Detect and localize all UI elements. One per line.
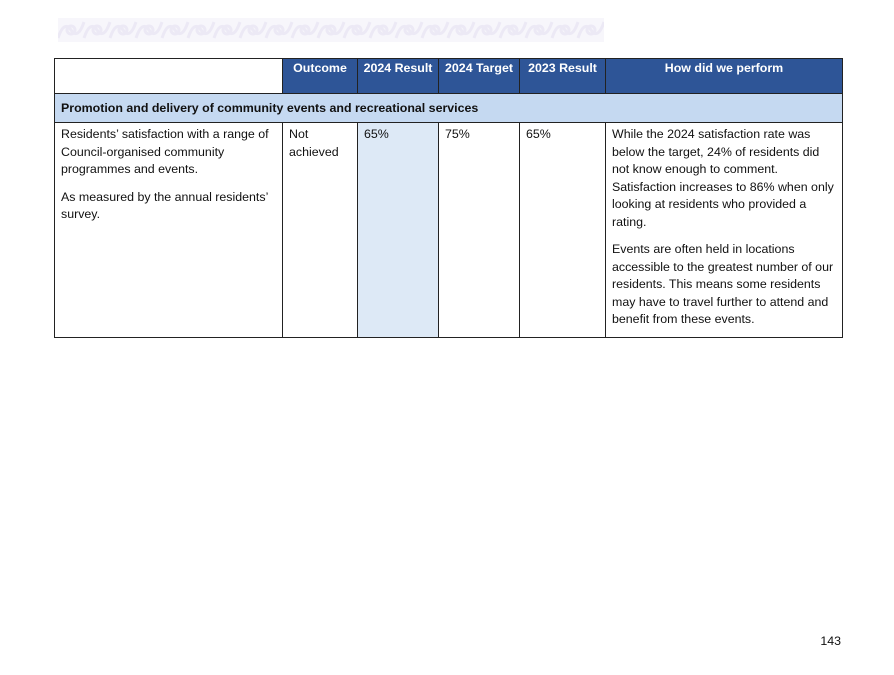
- koru-pattern-icon: [58, 18, 604, 42]
- table-row: [55, 123, 843, 338]
- decorative-banner: [58, 18, 604, 42]
- performance-paragraph-2: Events are often held in locations accessible to the greatest number of our residents. This means some residents may have to travel further to attend and benefit from these events.: [612, 242, 834, 326]
- header-2023-result: 2023 Result: [520, 59, 606, 94]
- result-2023-cell: 65%: [520, 123, 606, 338]
- measure-source: As measured by the annual residents’ survey.: [61, 189, 268, 221]
- performance-table: [54, 58, 843, 338]
- outcome-cell: Not achieved: [283, 123, 358, 338]
- table-header-row: [55, 59, 843, 94]
- performance-paragraph-1: While the 2024 satisfaction rate was below the target, 24% of residents did not know enough to comment. Satisfaction increases to 86% when only looking at residents who provided a rating.: [612, 127, 834, 229]
- section-row: [55, 94, 843, 123]
- measure-cell: [55, 123, 283, 338]
- header-2024-target: 2024 Target: [439, 59, 520, 94]
- header-performance: How did we perform: [606, 59, 843, 94]
- performance-cell: [606, 123, 843, 338]
- result-2024-cell: 65%: [358, 123, 439, 338]
- target-2024-cell: 75%: [439, 123, 520, 338]
- header-2024-result: 2024 Result: [358, 59, 439, 94]
- section-title: Promotion and delivery of community events and recreational services: [55, 94, 843, 123]
- page-number: 143: [820, 634, 841, 648]
- header-measure: [55, 59, 283, 94]
- measure-description: Residents’ satisfaction with a range of Council-organised community programmes and events.: [61, 127, 269, 176]
- header-outcome: Outcome: [283, 59, 358, 94]
